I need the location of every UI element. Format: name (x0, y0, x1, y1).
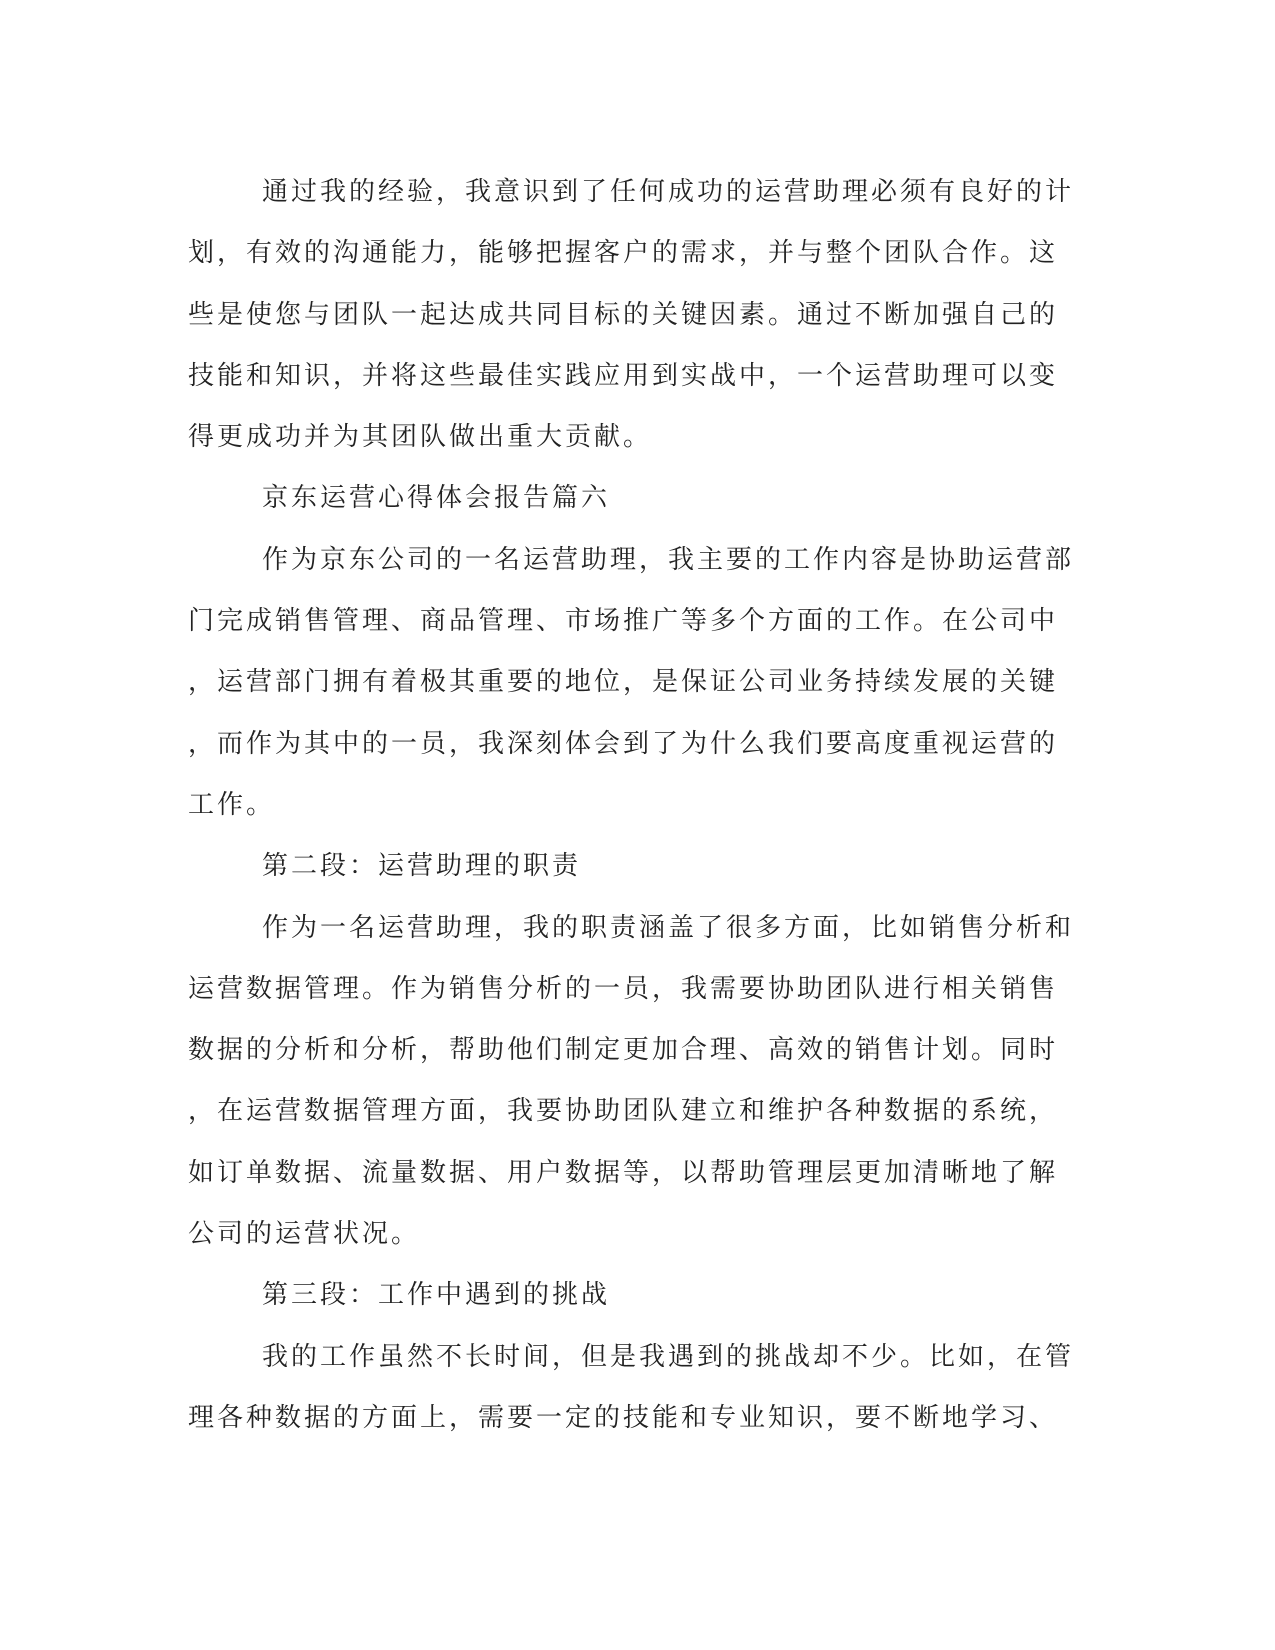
paragraph-line: 作为一名运营助理，我的职责涵盖了很多方面，比如销售分析和 (262, 912, 1075, 943)
paragraph-line: 我的工作虽然不长时间，但是我遇到的挑战却不少。比如，在管 (262, 1341, 1075, 1372)
paragraph-line: 公司的运营状况。 (188, 1219, 421, 1250)
document-body (188, 162, 1075, 1449)
paragraph-line: ，运营部门拥有着极其重要的地位，是保证公司业务持续发展的关键 (188, 667, 1059, 698)
section-heading: 第三段：工作中遇到的挑战 (262, 1280, 611, 1311)
paragraph-line: ，在运营数据管理方面，我要协助团队建立和维护各种数据的系统， (188, 1096, 1059, 1127)
paragraph-line: 门完成销售管理、商品管理、市场推广等多个方面的工作。在公司中 (188, 606, 1059, 637)
paragraph-line: ，而作为其中的一员，我深刻体会到了为什么我们要高度重视运营的 (188, 728, 1059, 759)
section-heading: 京东运营心得体会报告篇六 (262, 483, 611, 514)
paragraph-line: 作为京东公司的一名运营助理，我主要的工作内容是协助运营部 (262, 544, 1075, 575)
paragraph-line: 得更成功并为其团队做出重大贡献。 (188, 422, 653, 453)
paragraph-line: 如订单数据、流量数据、用户数据等，以帮助管理层更加清晰地了解 (188, 1157, 1059, 1188)
paragraph-line: 工作。 (188, 789, 276, 820)
paragraph-line: 数据的分析和分析，帮助他们制定更加合理、高效的销售计划。同时 (188, 1035, 1059, 1066)
paragraph-line: 划，有效的沟通能力，能够把握客户的需求，并与整个团队合作。这 (188, 238, 1059, 269)
section-heading: 第二段：运营助理的职责 (262, 851, 582, 882)
paragraph-line: 运营数据管理。作为销售分析的一员，我需要协助团队进行相关销售 (188, 973, 1059, 1004)
paragraph-line: 理各种数据的方面上，需要一定的技能和专业知识，要不断地学习、 (188, 1402, 1059, 1433)
paragraph-line: 些是使您与团队一起达成共同目标的关键因素。通过不断加强自己的 (188, 299, 1059, 330)
paragraph-line: 技能和知识，并将这些最佳实践应用到实战中，一个运营助理可以变 (188, 360, 1059, 391)
paragraph-line: 通过我的经验，我意识到了任何成功的运营助理必须有良好的计 (262, 177, 1075, 207)
